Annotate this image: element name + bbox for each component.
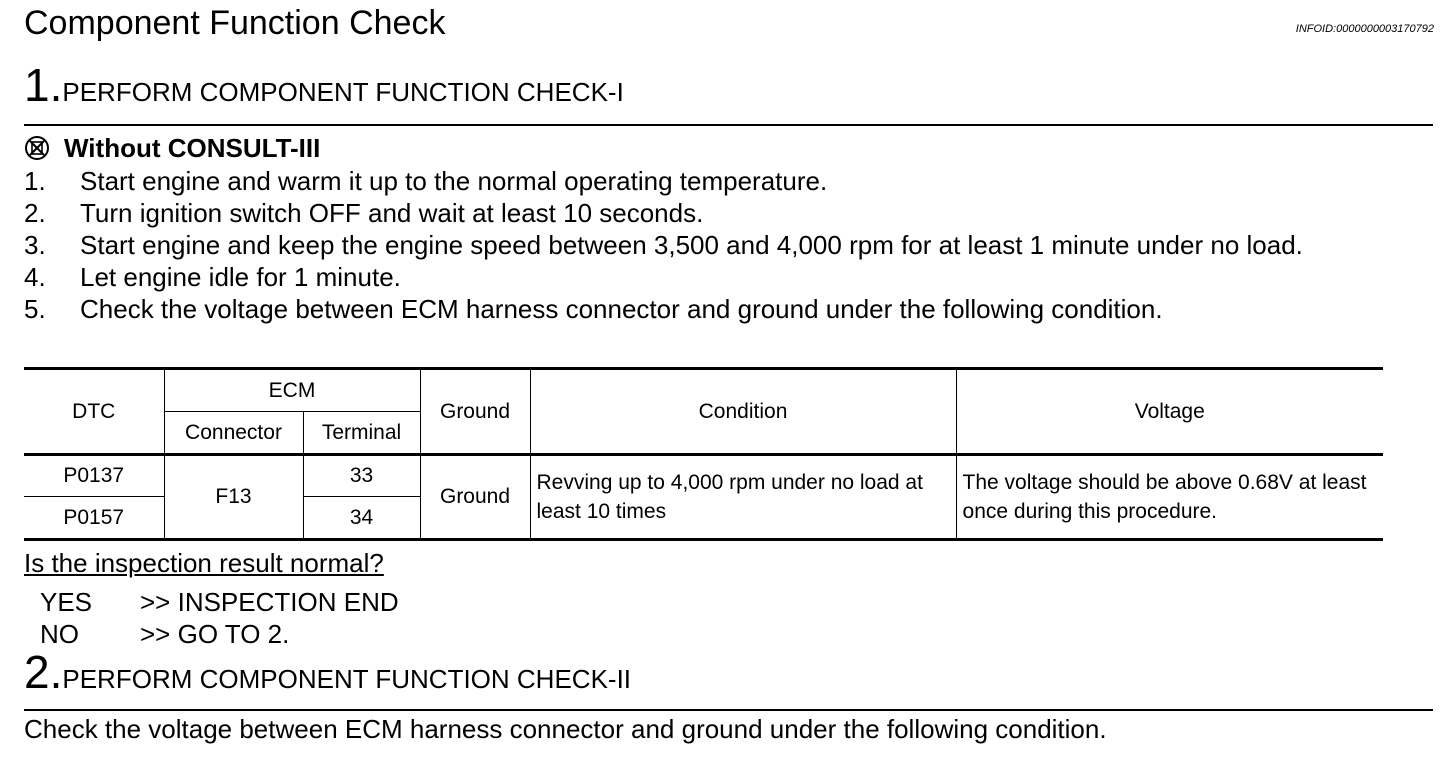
table-row — [24, 455, 1383, 497]
header-ground: Ground — [420, 369, 530, 455]
condition-cell: Revving up to 4,000 rpm under no load at least 10 times — [530, 455, 956, 540]
terminal-cell: 33 — [303, 455, 420, 497]
without-consult-label — [24, 133, 320, 163]
header-terminal: Terminal — [303, 412, 420, 455]
step-1-heading — [24, 59, 624, 115]
procedure-step: 2. Turn ignition switch OFF and wait at least 10 seconds. — [24, 198, 704, 228]
answer-yes — [40, 586, 399, 618]
header-condition: Condition — [530, 369, 956, 455]
answer-result: >> GO TO 2. — [140, 619, 290, 649]
ground-cell: Ground — [420, 455, 530, 540]
procedure-list — [24, 165, 1303, 325]
procedure-step: 4. Let engine idle for 1 minute. — [24, 262, 401, 292]
voltage-spec-table — [24, 367, 1383, 541]
step-1-divider — [24, 124, 1433, 126]
step-2-title: PERFORM COMPONENT FUNCTION CHECK-II — [62, 664, 632, 694]
step-2-instruction: Check the voltage between ECM harness connector and ground under the following condition. — [24, 714, 1107, 744]
dtc-cell: P0157 — [24, 497, 164, 540]
inspection-question: Is the inspection result normal? — [24, 548, 384, 578]
procedure-step: 1. Start engine and warm it up to the normal operating temperature. — [24, 166, 828, 196]
header-ecm: ECM — [164, 369, 420, 412]
consult-crossed-icon — [24, 135, 50, 161]
answer-list — [40, 586, 399, 650]
without-consult-text: Without CONSULT-III — [64, 133, 321, 163]
terminal-cell: 34 — [303, 497, 420, 540]
header-connector: Connector — [164, 412, 303, 455]
procedure-step: 5. Check the voltage between ECM harness connector and ground under the following condition. — [24, 294, 1163, 324]
step-2-divider — [24, 709, 1433, 711]
answer-key: YES — [40, 587, 93, 617]
answer-no — [40, 618, 399, 650]
page-title: Component Function Check — [24, 4, 446, 42]
step-1-title: PERFORM COMPONENT FUNCTION CHECK-I — [62, 77, 624, 107]
info-id: INFOID:0000000003170792 — [1295, 23, 1434, 35]
connector-cell: F13 — [164, 455, 303, 540]
answer-result: >> INSPECTION END — [140, 587, 399, 617]
voltage-cell: The voltage should be above 0.68V at least once during this procedure. — [956, 455, 1383, 540]
step-2-heading — [24, 646, 632, 702]
procedure-step: 3. Start engine and keep the engine speed between 3,500 and 4,000 rpm for at least 1 minute under no load. — [24, 230, 1303, 260]
step-2-number: 2. — [24, 646, 63, 698]
header-voltage: Voltage — [956, 369, 1383, 455]
answer-key: NO — [40, 619, 79, 649]
header-dtc: DTC — [24, 369, 164, 455]
step-1-number: 1. — [24, 59, 63, 111]
dtc-cell: P0137 — [24, 455, 164, 497]
